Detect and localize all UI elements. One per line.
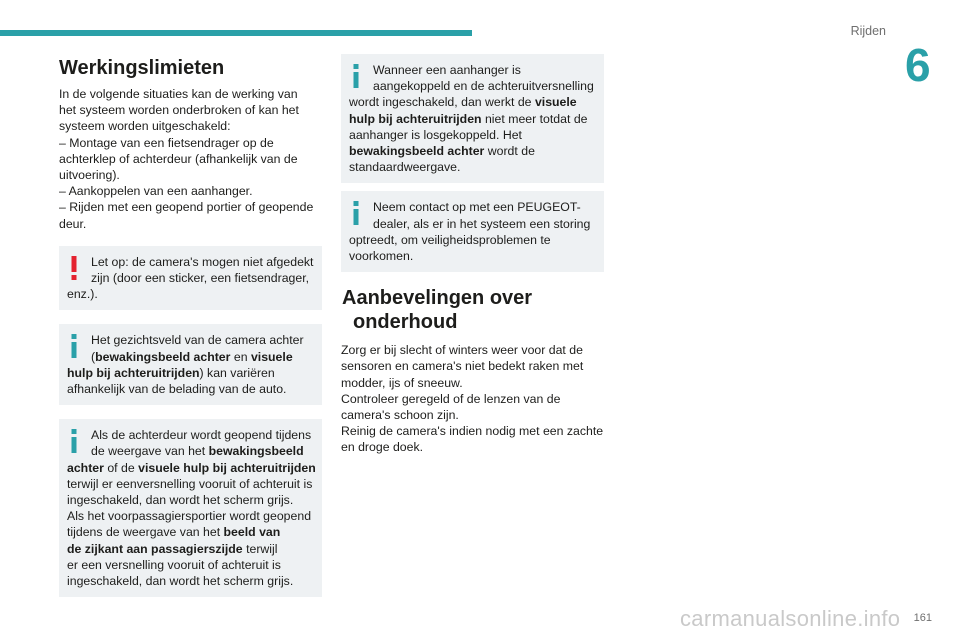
- info-box-dealer: Neem contact op met een PEUGEOT- dealer, als er in het systeem een storing optreedt, om veiligheidsproblemen te voorkomen.: [341, 191, 604, 272]
- section-title: Rijden: [850, 24, 886, 38]
- section-heading-limits: Werkingslimieten: [59, 57, 225, 79]
- left-column: [59, 56, 322, 597]
- right-column: [341, 54, 604, 456]
- info-box-door-open: Als de achterdeur wordt geopend tijdens de weergave van het bewakingsbeeld achter of de visuele hulp bij achteruitrijden terwijl er eenversnelling vooruit of achteruit is ingeschakeld, dan wordt het scherm grijs. Als het voorpassagiersportier wordt geopend tijdens de weergave van het beeld van de zijkant aan passagierszijde terwijl er een versnelling vooruit of achteruit is ingeschakeld, dan wordt het scherm grijs.: [59, 419, 322, 597]
- info-icon: [349, 199, 363, 227]
- info-box-trailer: Wanneer een aanhanger is aangekoppeld en de achteruitversnelling wordt ingeschakeld, dan werkt de visuele hulp bij achteruitrijden niet meer totdat de aanhanger is losgekoppeld. Het bewakingsbeeld achter wordt de standaardweergave.: [341, 54, 604, 183]
- maintenance-body: Zorg er bij slecht of winters weer voor dat de sensoren en camera's niet bedekt raken met modder, ijs of sneeuw. Controleer geregeld of de lenzen van de camera's schoon zijn. Reinig de camera's indien nodig met een zachte en droge doek.: [341, 343, 604, 455]
- warning-box-camera-cover: Let op: de camera's mogen niet afgedekt zijn (door een sticker, een fietsendrager, enz.).: [59, 246, 322, 311]
- warning-icon: [67, 254, 81, 282]
- info-icon: [67, 427, 81, 455]
- page-number: 161: [913, 612, 932, 624]
- info-box-field-of-view: Het gezichtsveld van de camera achter (bewakingsbeeld achter en visuele hulp bij achteruitrijden) kan variëren afhankelijk van de belading van de auto.: [59, 324, 322, 405]
- chapter-number: 6: [905, 39, 931, 91]
- section-heading-maintenance: Aanbevelingen over onderhoud: [342, 287, 533, 334]
- limits-intro: In de volgende situaties kan de werking van het systeem worden onderbroken of kan het systeem worden uitgeschakeld: – Montage van een fietsendrager op de achterklep of achterdeur (afhankelijk van de uitvoering). – Aankoppelen van een aanhanger. – Rijden met een geopend portier of geopende deur.: [59, 87, 314, 231]
- info-icon: [349, 62, 363, 90]
- watermark: carmanualsonline.info: [680, 606, 901, 631]
- info-icon: [67, 332, 81, 360]
- header-accent-bar: [0, 30, 472, 36]
